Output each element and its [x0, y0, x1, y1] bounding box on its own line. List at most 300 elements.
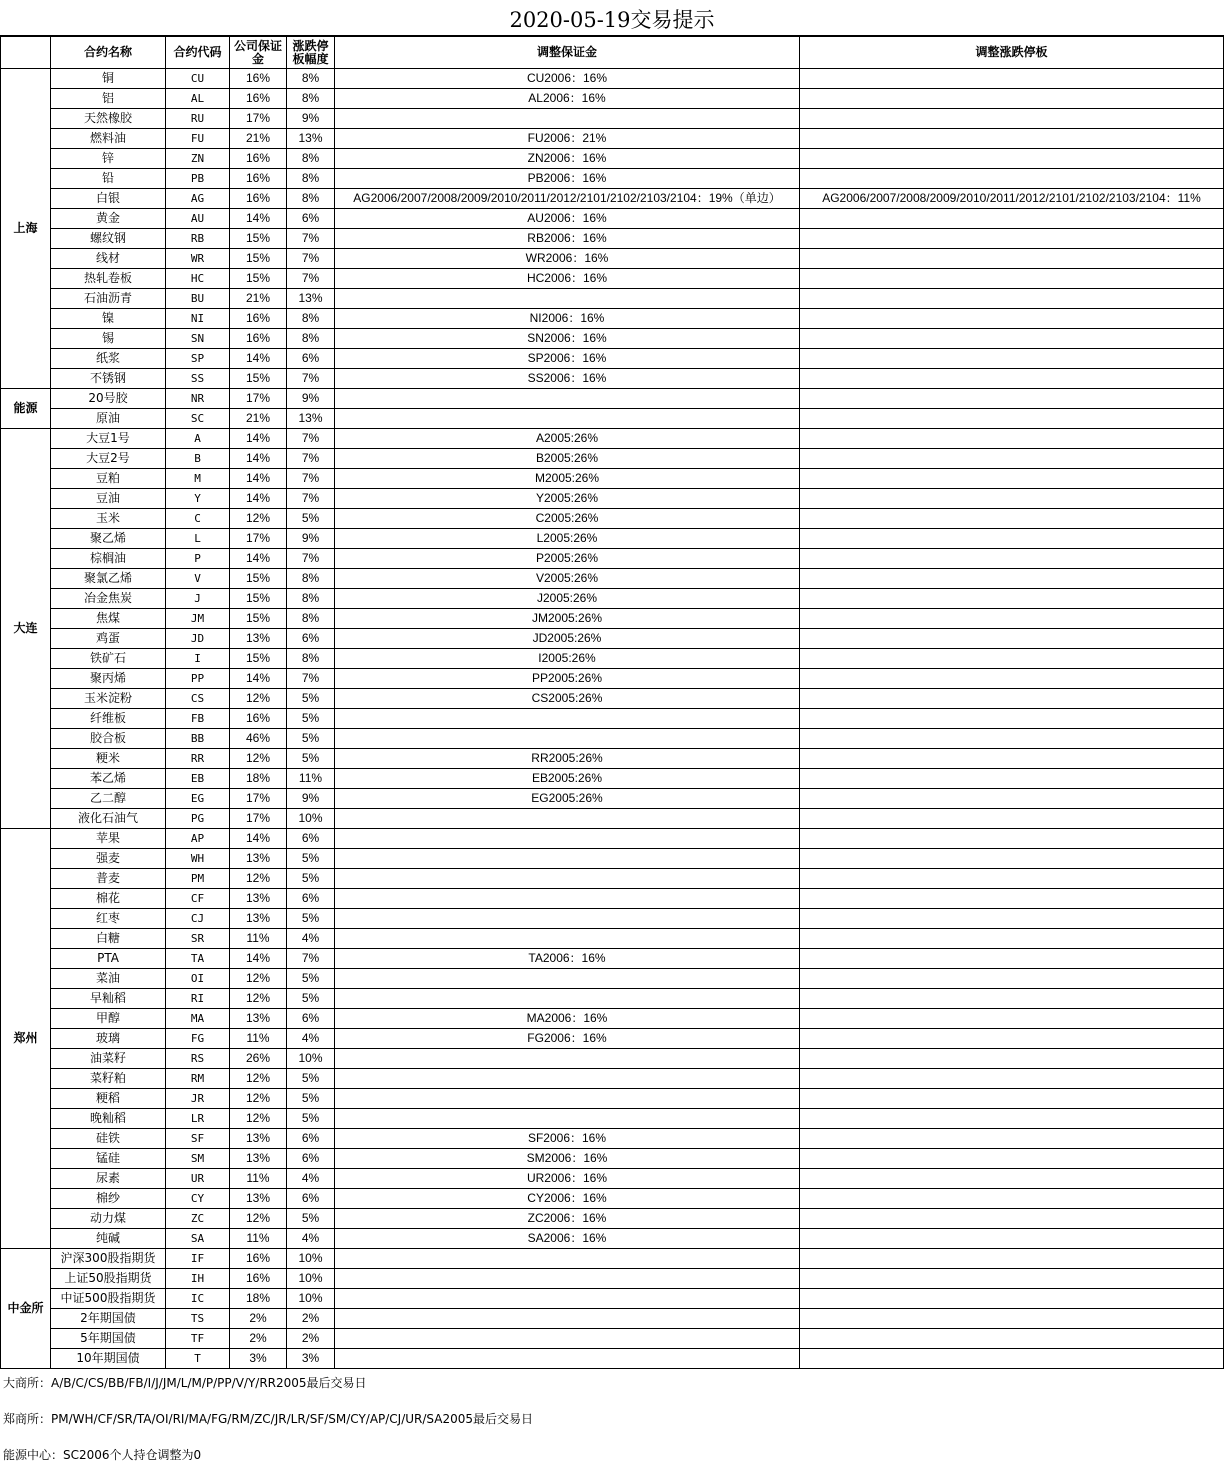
contract-code-cell: I	[166, 649, 230, 669]
adjust-limit-cell	[800, 849, 1224, 869]
adjust-margin-cell: WR2006：16%	[335, 249, 800, 269]
table-row	[1, 289, 1224, 309]
table-row	[1, 1029, 1224, 1049]
contract-code-cell: IF	[166, 1249, 230, 1269]
contract-name-cell: 纯碱	[51, 1229, 166, 1249]
header-company-margin: 公司保证金	[230, 37, 287, 69]
table-row	[1, 329, 1224, 349]
contract-code-cell: L	[166, 529, 230, 549]
adjust-margin-cell	[335, 709, 800, 729]
limit-range-cell: 6%	[287, 349, 335, 369]
adjust-limit-cell: AG2006/2007/2008/2009/2010/2011/2012/2101/2102/2103/2104：11%	[800, 189, 1224, 209]
contract-code-cell: SR	[166, 929, 230, 949]
adjust-margin-cell	[335, 1309, 800, 1329]
limit-range-cell: 10%	[287, 1249, 335, 1269]
limit-range-cell: 5%	[287, 749, 335, 769]
company-margin-cell: 14%	[230, 349, 287, 369]
contract-name-cell: 油菜籽	[51, 1049, 166, 1069]
adjust-limit-cell	[800, 1069, 1224, 1089]
contract-code-cell: RU	[166, 109, 230, 129]
contract-code-cell: P	[166, 549, 230, 569]
contract-code-cell: PP	[166, 669, 230, 689]
limit-range-cell: 3%	[287, 1349, 335, 1369]
contract-code-cell: AP	[166, 829, 230, 849]
company-margin-cell: 12%	[230, 509, 287, 529]
limit-range-cell: 6%	[287, 209, 335, 229]
company-margin-cell: 15%	[230, 569, 287, 589]
contract-code-cell: RI	[166, 989, 230, 1009]
contract-name-cell: 铅	[51, 169, 166, 189]
limit-range-cell: 9%	[287, 789, 335, 809]
company-margin-cell: 16%	[230, 1269, 287, 1289]
adjust-limit-cell	[800, 1209, 1224, 1229]
company-margin-cell: 14%	[230, 949, 287, 969]
contract-code-cell: SF	[166, 1129, 230, 1149]
adjust-limit-cell	[800, 969, 1224, 989]
company-margin-cell: 16%	[230, 149, 287, 169]
limit-range-cell: 5%	[287, 729, 335, 749]
adjust-limit-cell	[800, 1089, 1224, 1109]
adjust-limit-cell	[800, 269, 1224, 289]
company-margin-cell: 16%	[230, 89, 287, 109]
contract-name-cell: 沪深300股指期货	[51, 1249, 166, 1269]
contract-name-cell: 粳稻	[51, 1089, 166, 1109]
contract-name-cell: 中证500股指期货	[51, 1289, 166, 1309]
adjust-margin-cell	[335, 849, 800, 869]
adjust-margin-cell: JM2005:26%	[335, 609, 800, 629]
table-row	[1, 1289, 1224, 1309]
table-row	[1, 789, 1224, 809]
adjust-margin-cell: SA2006：16%	[335, 1229, 800, 1249]
contract-name-cell: 原油	[51, 409, 166, 429]
adjust-limit-cell	[800, 829, 1224, 849]
adjust-limit-cell	[800, 1189, 1224, 1209]
table-row	[1, 1349, 1224, 1369]
limit-range-cell: 6%	[287, 889, 335, 909]
company-margin-cell: 16%	[230, 329, 287, 349]
trading-table	[0, 36, 1224, 1369]
adjust-margin-cell: AG2006/2007/2008/2009/2010/2011/2012/2101/2102/2103/2104：19%（单边）	[335, 189, 800, 209]
contract-code-cell: JD	[166, 629, 230, 649]
table-row	[1, 869, 1224, 889]
contract-code-cell: Y	[166, 489, 230, 509]
contract-name-cell: 菜油	[51, 969, 166, 989]
company-margin-cell: 14%	[230, 829, 287, 849]
company-margin-cell: 15%	[230, 229, 287, 249]
adjust-margin-cell	[335, 729, 800, 749]
adjust-limit-cell	[800, 1349, 1224, 1369]
contract-code-cell: OI	[166, 969, 230, 989]
contract-code-cell: WR	[166, 249, 230, 269]
contract-name-cell: 红枣	[51, 909, 166, 929]
table-row	[1, 109, 1224, 129]
company-margin-cell: 13%	[230, 1149, 287, 1169]
limit-range-cell: 5%	[287, 909, 335, 929]
company-margin-cell: 16%	[230, 1249, 287, 1269]
adjust-limit-cell	[800, 369, 1224, 389]
note-dce: 大商所：A/B/C/CS/BB/FB/I/J/JM/L/M/P/PP/V/Y/RR2005最后交易日	[3, 1376, 367, 1390]
adjust-limit-cell	[800, 569, 1224, 589]
contract-name-cell: 粳米	[51, 749, 166, 769]
company-margin-cell: 13%	[230, 629, 287, 649]
adjust-limit-cell	[800, 669, 1224, 689]
adjust-margin-cell: SN2006：16%	[335, 329, 800, 349]
contract-code-cell: AG	[166, 189, 230, 209]
contract-code-cell: T	[166, 1349, 230, 1369]
limit-range-cell: 8%	[287, 69, 335, 89]
limit-range-cell: 5%	[287, 509, 335, 529]
contract-name-cell: 胶合板	[51, 729, 166, 749]
contract-name-cell: 硅铁	[51, 1129, 166, 1149]
table-row	[1, 469, 1224, 489]
company-margin-cell: 17%	[230, 809, 287, 829]
table-row	[1, 389, 1224, 409]
table-row	[1, 1189, 1224, 1209]
company-margin-cell: 14%	[230, 209, 287, 229]
contract-code-cell: RS	[166, 1049, 230, 1069]
adjust-margin-cell: RB2006：16%	[335, 229, 800, 249]
adjust-limit-cell	[800, 509, 1224, 529]
adjust-limit-cell	[800, 429, 1224, 449]
contract-code-cell: SA	[166, 1229, 230, 1249]
table-row	[1, 889, 1224, 909]
company-margin-cell: 13%	[230, 849, 287, 869]
contract-name-cell: 5年期国债	[51, 1329, 166, 1349]
adjust-margin-cell	[335, 1069, 800, 1089]
table-row	[1, 589, 1224, 609]
contract-name-cell: 动力煤	[51, 1209, 166, 1229]
limit-range-cell: 8%	[287, 169, 335, 189]
contract-name-cell: 燃料油	[51, 129, 166, 149]
company-margin-cell: 21%	[230, 129, 287, 149]
adjust-limit-cell	[800, 1109, 1224, 1129]
company-margin-cell: 12%	[230, 1089, 287, 1109]
header-contract-code: 合约代码	[166, 37, 230, 69]
company-margin-cell: 16%	[230, 169, 287, 189]
adjust-limit-cell	[800, 1049, 1224, 1069]
adjust-margin-cell	[335, 889, 800, 909]
limit-range-cell: 6%	[287, 829, 335, 849]
company-margin-cell: 2%	[230, 1329, 287, 1349]
limit-range-cell: 9%	[287, 109, 335, 129]
limit-range-cell: 8%	[287, 589, 335, 609]
adjust-limit-cell	[800, 709, 1224, 729]
table-row	[1, 509, 1224, 529]
contract-name-cell: 菜籽粕	[51, 1069, 166, 1089]
company-margin-cell: 21%	[230, 409, 287, 429]
contract-code-cell: FU	[166, 129, 230, 149]
company-margin-cell: 18%	[230, 769, 287, 789]
limit-range-cell: 6%	[287, 1189, 335, 1209]
contract-name-cell: 铁矿石	[51, 649, 166, 669]
adjust-limit-cell	[800, 549, 1224, 569]
contract-name-cell: 线材	[51, 249, 166, 269]
contract-name-cell: 早籼稻	[51, 989, 166, 1009]
table-row	[1, 1269, 1224, 1289]
contract-code-cell: PM	[166, 869, 230, 889]
limit-range-cell: 7%	[287, 249, 335, 269]
table-row	[1, 409, 1224, 429]
exchange-cell: 中金所	[1, 1249, 51, 1369]
adjust-margin-cell: EG2005:26%	[335, 789, 800, 809]
limit-range-cell: 11%	[287, 769, 335, 789]
limit-range-cell: 2%	[287, 1309, 335, 1329]
adjust-margin-cell	[335, 969, 800, 989]
adjust-limit-cell	[800, 169, 1224, 189]
contract-name-cell: 鸡蛋	[51, 629, 166, 649]
table-row	[1, 249, 1224, 269]
table-row	[1, 969, 1224, 989]
contract-name-cell: 2年期国债	[51, 1309, 166, 1329]
contract-code-cell: EB	[166, 769, 230, 789]
company-margin-cell: 46%	[230, 729, 287, 749]
adjust-margin-cell	[335, 289, 800, 309]
company-margin-cell: 12%	[230, 989, 287, 1009]
limit-range-cell: 7%	[287, 469, 335, 489]
limit-range-cell: 4%	[287, 1169, 335, 1189]
table-row	[1, 849, 1224, 869]
exchange-cell: 上海	[1, 69, 51, 389]
contract-code-cell: ZC	[166, 1209, 230, 1229]
adjust-margin-cell	[335, 1329, 800, 1349]
adjust-limit-cell	[800, 749, 1224, 769]
contract-code-cell: WH	[166, 849, 230, 869]
contract-name-cell: 上证50股指期货	[51, 1269, 166, 1289]
table-row	[1, 1249, 1224, 1269]
adjust-limit-cell	[800, 309, 1224, 329]
limit-range-cell: 7%	[287, 949, 335, 969]
company-margin-cell: 15%	[230, 269, 287, 289]
company-margin-cell: 12%	[230, 749, 287, 769]
header-adjust-limit: 调整涨跌停板	[800, 37, 1224, 69]
contract-name-cell: 石油沥青	[51, 289, 166, 309]
table-row	[1, 269, 1224, 289]
header-limit-range: 涨跌停板幅度	[287, 37, 335, 69]
company-margin-cell: 14%	[230, 469, 287, 489]
adjust-margin-cell: ZC2006：16%	[335, 1209, 800, 1229]
table-row	[1, 809, 1224, 829]
table-row	[1, 1149, 1224, 1169]
adjust-margin-cell: PP2005:26%	[335, 669, 800, 689]
adjust-margin-cell: CS2005:26%	[335, 689, 800, 709]
note-czce: 郑商所：PM/WH/CF/SR/TA/OI/RI/MA/FG/RM/ZC/JR/LR/SF/SM/CY/AP/CJ/UR/SA2005最后交易日	[3, 1412, 534, 1426]
table-row	[1, 1069, 1224, 1089]
table-row	[1, 949, 1224, 969]
contract-name-cell: 螺纹钢	[51, 229, 166, 249]
contract-name-cell: 豆油	[51, 489, 166, 509]
contract-code-cell: SC	[166, 409, 230, 429]
adjust-limit-cell	[800, 769, 1224, 789]
company-margin-cell: 12%	[230, 1209, 287, 1229]
contract-name-cell: 冶金焦炭	[51, 589, 166, 609]
contract-name-cell: 铝	[51, 89, 166, 109]
adjust-limit-cell	[800, 529, 1224, 549]
adjust-margin-cell: M2005:26%	[335, 469, 800, 489]
limit-range-cell: 9%	[287, 529, 335, 549]
adjust-limit-cell	[800, 989, 1224, 1009]
contract-code-cell: SP	[166, 349, 230, 369]
adjust-limit-cell	[800, 589, 1224, 609]
limit-range-cell: 13%	[287, 129, 335, 149]
contract-code-cell: A	[166, 429, 230, 449]
table-row	[1, 569, 1224, 589]
contract-code-cell: CU	[166, 69, 230, 89]
company-margin-cell: 13%	[230, 1189, 287, 1209]
contract-code-cell: SN	[166, 329, 230, 349]
contract-code-cell: TA	[166, 949, 230, 969]
contract-code-cell: MA	[166, 1009, 230, 1029]
company-margin-cell: 13%	[230, 909, 287, 929]
company-margin-cell: 13%	[230, 1129, 287, 1149]
table-row	[1, 189, 1224, 209]
adjust-limit-cell	[800, 469, 1224, 489]
company-margin-cell: 16%	[230, 309, 287, 329]
limit-range-cell: 5%	[287, 689, 335, 709]
table-row	[1, 129, 1224, 149]
adjust-margin-cell	[335, 909, 800, 929]
company-margin-cell: 17%	[230, 529, 287, 549]
header-adjust-margin: 调整保证金	[335, 37, 800, 69]
table-row	[1, 769, 1224, 789]
company-margin-cell: 3%	[230, 1349, 287, 1369]
company-margin-cell: 11%	[230, 1169, 287, 1189]
table-row	[1, 229, 1224, 249]
adjust-limit-cell	[800, 909, 1224, 929]
table-row	[1, 1209, 1224, 1229]
adjust-margin-cell	[335, 829, 800, 849]
company-margin-cell: 15%	[230, 249, 287, 269]
limit-range-cell: 4%	[287, 1029, 335, 1049]
adjust-margin-cell: UR2006：16%	[335, 1169, 800, 1189]
contract-name-cell: 锌	[51, 149, 166, 169]
adjust-limit-cell	[800, 409, 1224, 429]
limit-range-cell: 6%	[287, 1149, 335, 1169]
adjust-margin-cell	[335, 389, 800, 409]
table-row	[1, 1009, 1224, 1029]
contract-code-cell: C	[166, 509, 230, 529]
table-row	[1, 1329, 1224, 1349]
company-margin-cell: 12%	[230, 689, 287, 709]
limit-range-cell: 8%	[287, 309, 335, 329]
limit-range-cell: 5%	[287, 1209, 335, 1229]
adjust-limit-cell	[800, 1029, 1224, 1049]
table-row	[1, 909, 1224, 929]
limit-range-cell: 8%	[287, 89, 335, 109]
company-margin-cell: 26%	[230, 1049, 287, 1069]
adjust-margin-cell	[335, 409, 800, 429]
header-contract-name: 合约名称	[51, 37, 166, 69]
company-margin-cell: 11%	[230, 929, 287, 949]
table-row	[1, 669, 1224, 689]
limit-range-cell: 8%	[287, 149, 335, 169]
limit-range-cell: 7%	[287, 369, 335, 389]
limit-range-cell: 13%	[287, 409, 335, 429]
company-margin-cell: 17%	[230, 109, 287, 129]
header-row	[1, 37, 1224, 69]
exchange-cell: 郑州	[1, 829, 51, 1249]
contract-name-cell: 白糖	[51, 929, 166, 949]
table-row	[1, 1129, 1224, 1149]
notes	[0, 1369, 1224, 1477]
limit-range-cell: 2%	[287, 1329, 335, 1349]
table-row	[1, 749, 1224, 769]
contract-code-cell: CJ	[166, 909, 230, 929]
company-margin-cell: 15%	[230, 369, 287, 389]
adjust-limit-cell	[800, 889, 1224, 909]
adjust-margin-cell	[335, 989, 800, 1009]
adjust-limit-cell	[800, 109, 1224, 129]
limit-range-cell: 10%	[287, 1289, 335, 1309]
limit-range-cell: 8%	[287, 189, 335, 209]
table-row	[1, 829, 1224, 849]
limit-range-cell: 13%	[287, 289, 335, 309]
table-row	[1, 709, 1224, 729]
limit-range-cell: 5%	[287, 969, 335, 989]
adjust-margin-cell: AU2006：16%	[335, 209, 800, 229]
adjust-limit-cell	[800, 789, 1224, 809]
adjust-margin-cell	[335, 1089, 800, 1109]
company-margin-cell: 18%	[230, 1289, 287, 1309]
table-row	[1, 349, 1224, 369]
company-margin-cell: 14%	[230, 669, 287, 689]
contract-name-cell: 棉花	[51, 889, 166, 909]
adjust-limit-cell	[800, 1309, 1224, 1329]
table-row	[1, 149, 1224, 169]
contract-code-cell: AU	[166, 209, 230, 229]
contract-code-cell: SM	[166, 1149, 230, 1169]
table-row	[1, 69, 1224, 89]
company-margin-cell: 16%	[230, 69, 287, 89]
adjust-margin-cell: HC2006：16%	[335, 269, 800, 289]
contract-name-cell: 强麦	[51, 849, 166, 869]
contract-name-cell: PTA	[51, 949, 166, 969]
adjust-margin-cell	[335, 929, 800, 949]
limit-range-cell: 9%	[287, 389, 335, 409]
adjust-limit-cell	[800, 209, 1224, 229]
header-exchange	[1, 37, 51, 69]
contract-name-cell: 苹果	[51, 829, 166, 849]
company-margin-cell: 16%	[230, 709, 287, 729]
adjust-margin-cell	[335, 1269, 800, 1289]
contract-code-cell: SS	[166, 369, 230, 389]
contract-name-cell: 锡	[51, 329, 166, 349]
adjust-limit-cell	[800, 729, 1224, 749]
company-margin-cell: 17%	[230, 389, 287, 409]
company-margin-cell: 14%	[230, 549, 287, 569]
table-row	[1, 489, 1224, 509]
adjust-margin-cell	[335, 1289, 800, 1309]
exchange-cell: 大连	[1, 429, 51, 829]
contract-name-cell: 大豆1号	[51, 429, 166, 449]
limit-range-cell: 10%	[287, 1269, 335, 1289]
adjust-limit-cell	[800, 1249, 1224, 1269]
table-row	[1, 689, 1224, 709]
adjust-limit-cell	[800, 149, 1224, 169]
company-margin-cell: 12%	[230, 1109, 287, 1129]
contract-code-cell: AL	[166, 89, 230, 109]
note-ine: 能源中心：SC2006个人持仓调整为0	[3, 1448, 202, 1462]
adjust-margin-cell	[335, 1049, 800, 1069]
limit-range-cell: 10%	[287, 1049, 335, 1069]
adjust-margin-cell	[335, 809, 800, 829]
company-margin-cell: 11%	[230, 1029, 287, 1049]
contract-name-cell: 热轧卷板	[51, 269, 166, 289]
adjust-margin-cell: P2005:26%	[335, 549, 800, 569]
adjust-margin-cell: SP2006：16%	[335, 349, 800, 369]
table-row	[1, 1169, 1224, 1189]
limit-range-cell: 10%	[287, 809, 335, 829]
adjust-limit-cell	[800, 649, 1224, 669]
